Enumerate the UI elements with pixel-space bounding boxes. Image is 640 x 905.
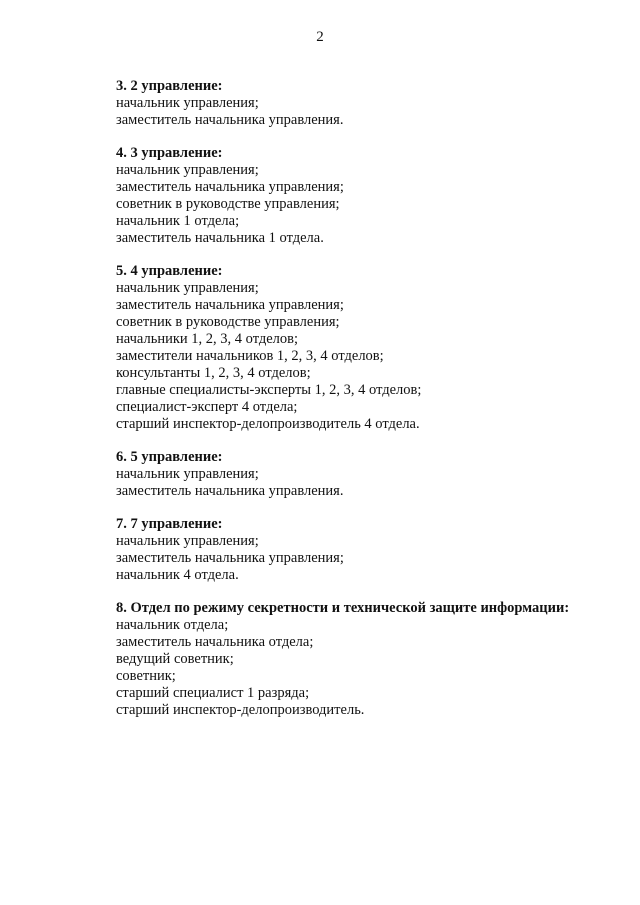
section-4 xyxy=(116,145,616,247)
list-item: ведущий советник; xyxy=(116,651,234,667)
section-heading: 5. 4 управление: xyxy=(116,263,223,279)
list-item: начальник 1 отдела; xyxy=(116,213,240,229)
list-item: советник в руководстве управления; xyxy=(116,196,340,212)
list-item: консультанты 1, 2, 3, 4 отделов; xyxy=(116,365,311,381)
list-item: начальник управления; xyxy=(116,466,259,482)
list-item: старший инспектор-делопроизводитель 4 отдела. xyxy=(116,416,420,432)
list-item: начальники 1, 2, 3, 4 отделов; xyxy=(116,331,299,347)
list-item: заместитель начальника управления; xyxy=(116,550,344,566)
list-item: старший специалист 1 разряда; xyxy=(116,685,310,701)
list-item: главные специалисты-эксперты 1, 2, 3, 4 отделов; xyxy=(116,382,422,398)
section-heading: 8. Отдел по режиму секретности и технической защите информации: xyxy=(116,600,570,616)
section-heading: 4. 3 управление: xyxy=(116,145,223,161)
section-5 xyxy=(116,263,616,433)
document-body xyxy=(116,78,616,735)
list-item: заместитель начальника управления; xyxy=(116,297,344,313)
page-number: 2 xyxy=(316,29,324,45)
list-item: начальник отдела; xyxy=(116,617,229,633)
section-6 xyxy=(116,449,616,500)
list-item: старший инспектор-делопроизводитель. xyxy=(116,702,365,718)
section-heading: 7. 7 управление: xyxy=(116,516,223,532)
list-item: заместители начальников 1, 2, 3, 4 отделов; xyxy=(116,348,384,364)
list-item: заместитель начальника управления; xyxy=(116,179,344,195)
list-item: начальник 4 отдела. xyxy=(116,567,239,583)
list-item: заместитель начальника отдела; xyxy=(116,634,314,650)
section-7 xyxy=(116,516,616,584)
list-item: заместитель начальника управления. xyxy=(116,483,344,499)
list-item: советник; xyxy=(116,668,176,684)
list-item: начальник управления; xyxy=(116,533,259,549)
list-item: начальник управления; xyxy=(116,280,259,296)
section-8 xyxy=(116,600,616,719)
list-item: заместитель начальника управления. xyxy=(116,112,344,128)
list-item: заместитель начальника 1 отдела. xyxy=(116,230,324,246)
list-item: начальник управления; xyxy=(116,162,259,178)
section-3 xyxy=(116,78,616,129)
list-item: начальник управления; xyxy=(116,95,259,111)
section-heading: 6. 5 управление: xyxy=(116,449,223,465)
list-item: советник в руководстве управления; xyxy=(116,314,340,330)
list-item: специалист-эксперт 4 отдела; xyxy=(116,399,298,415)
section-heading: 3. 2 управление: xyxy=(116,78,223,94)
